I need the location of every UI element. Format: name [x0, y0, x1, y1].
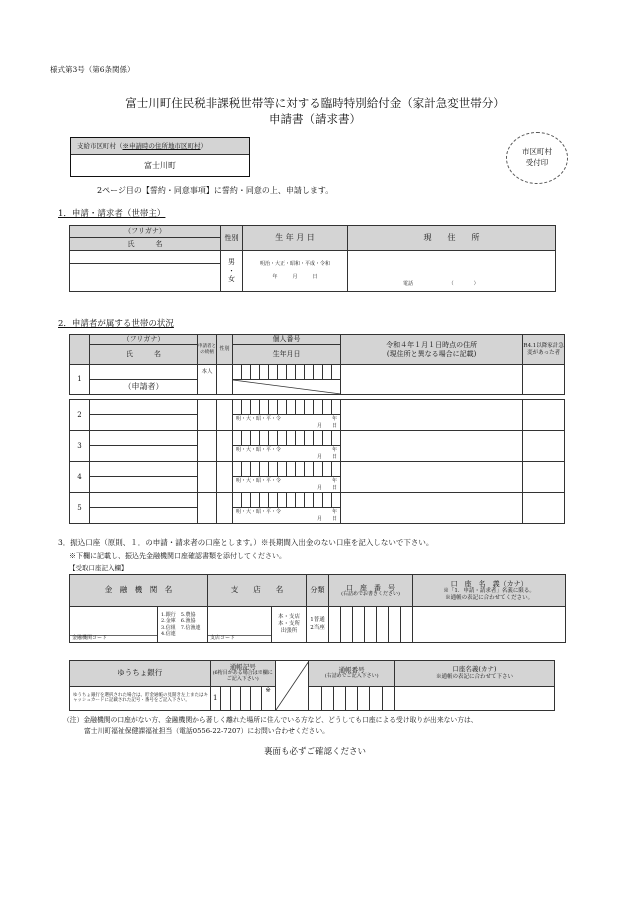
mynumber-digit[interactable]: [314, 365, 323, 380]
phone-paren: （ ）: [448, 281, 479, 288]
mynumber-digit[interactable]: [233, 431, 242, 446]
account-number-header: [329, 575, 413, 607]
yucho-number-header: [309, 661, 395, 687]
hh-sudden-input[interactable]: [523, 431, 565, 462]
dob-md: 月 日: [316, 484, 337, 491]
holder-note2: ※通帳の表記に合わせてください。: [445, 594, 534, 601]
hh-address-input[interactable]: [341, 493, 523, 524]
hh-name-input[interactable]: [90, 508, 198, 524]
mynumber-digit[interactable]: [251, 365, 260, 380]
yucho-symbol-first-digit: 1: [210, 686, 220, 711]
bank-table: [69, 574, 566, 643]
row-no: 1: [70, 365, 90, 395]
slash-mark: [233, 380, 341, 394]
mynumber-digit[interactable]: [287, 462, 296, 477]
mynumber-digit[interactable]: [278, 431, 287, 446]
row-no: 3: [70, 431, 90, 462]
hh-sex-input[interactable]: [217, 365, 233, 395]
branch-type-3: 出張所: [280, 627, 298, 634]
dob-md: 月 日: [316, 453, 337, 460]
mynumber-digit[interactable]: [314, 431, 323, 446]
hh-furigana-input[interactable]: [90, 493, 198, 508]
mynumber-digit[interactable]: [260, 462, 269, 477]
yucho-number-digit[interactable]: [333, 686, 345, 711]
yucho-slash-mark: [276, 661, 309, 710]
class-ordinary: 1普通: [310, 616, 325, 623]
phone-label: 電話: [403, 281, 414, 288]
yucho-symbol-digit[interactable]: [241, 686, 251, 711]
municipality-box: [70, 137, 250, 177]
hh-furigana-input[interactable]: [90, 365, 198, 380]
dob-md: 月 日: [316, 515, 337, 522]
mynumber-digit[interactable]: [287, 493, 296, 508]
hh-name-input[interactable]: [90, 446, 198, 462]
mynumber-digit[interactable]: [323, 400, 332, 415]
applicant-dob-field[interactable]: [243, 251, 348, 292]
yucho-number-digit[interactable]: [309, 686, 321, 711]
hh-relation-input[interactable]: [198, 431, 217, 462]
municipality-value: 富士川町: [144, 161, 176, 170]
household-table: [69, 334, 565, 395]
yucho-symbol-h: 通帳記号: [229, 662, 256, 671]
yucho-number-digit[interactable]: [382, 686, 394, 711]
form-title: 富士川町住民税非課税世帯等に対する臨時特別給付金（家計急変世帯分）: [125, 96, 505, 110]
applicant-sex-field[interactable]: [221, 251, 243, 292]
dob-year: 年: [331, 416, 337, 422]
mynumber-digit[interactable]: [251, 493, 260, 508]
bank-type-3: 3.信組 7.信漁連: [161, 624, 201, 631]
municipality-label: 支給市区町村（※申請時の住所地市区町村）: [71, 138, 249, 155]
hh-address-input[interactable]: [341, 431, 523, 462]
branch-name-input[interactable]: [208, 607, 272, 643]
branch-type-select[interactable]: [272, 607, 307, 643]
yucho-table: [69, 660, 555, 711]
bank-type-2: 2.金庫 6.漁協: [161, 618, 196, 625]
holder-header-text: 口 座 名 義（カナ）: [450, 580, 528, 589]
mynumber-digit[interactable]: [296, 400, 305, 415]
bank-type-1: 1.銀行 5.農協: [161, 612, 196, 618]
footer-note: 裏面も必ずご確認ください: [263, 747, 366, 757]
class-header: 分類: [307, 575, 329, 607]
mynumber-digit[interactable]: [233, 493, 242, 508]
yucho-symbol-digit[interactable]: [220, 686, 230, 711]
acct-header-text: 口 座 番 号: [346, 583, 396, 592]
mynumber-digit[interactable]: [332, 365, 341, 380]
mynumber-digit[interactable]: [314, 462, 323, 477]
branch-type-1: 本・支店: [278, 614, 301, 621]
hh-name-input[interactable]: [90, 477, 198, 493]
yucho-number-h: 通帳番号: [338, 665, 365, 674]
household-table-cont: [69, 399, 565, 524]
yucho-number-digit[interactable]: [370, 686, 382, 711]
mynumber-digit[interactable]: [269, 365, 278, 380]
name-header: 氏 名: [70, 238, 221, 251]
instruction-text: 2ページ目の【誓約・同意事項】に誓約・同意の上、申請します。: [97, 186, 334, 195]
mynumber-digit[interactable]: [278, 400, 287, 415]
hh-dob-input[interactable]: [233, 477, 341, 493]
mynumber-digit[interactable]: [260, 400, 269, 415]
hh-sudden-input[interactable]: [523, 493, 565, 524]
hh-address-input[interactable]: [341, 365, 523, 395]
hh-furigana-input[interactable]: [90, 462, 198, 477]
section1-title: 1．申請・請求者（世帯主）: [58, 209, 166, 219]
account-digit[interactable]: [389, 607, 401, 643]
mynumber-digit[interactable]: [287, 400, 296, 415]
holder-input[interactable]: [413, 607, 566, 643]
row-no-header: [70, 335, 90, 365]
row-no: 5: [70, 493, 90, 524]
bank-name-header: 金 融 機 関 名: [70, 575, 208, 607]
mynumber-digit[interactable]: [251, 462, 260, 477]
applicant-furigana-input[interactable]: [70, 251, 221, 264]
mynumber-digit[interactable]: [296, 431, 305, 446]
bank-type-select[interactable]: [158, 607, 208, 643]
yucho-number-digit[interactable]: [321, 686, 333, 711]
yucho-holder-sub: ※通帳の表記に合わせて下さい: [435, 673, 513, 680]
yucho-slash-cell: [275, 661, 309, 711]
yucho-note: ゆうちょ銀行を選択された場合は、貯金通帳の見開き左上またはキャッシュカードに記載された記号・番号をご記入下さい。: [70, 686, 211, 711]
hh-sudden-input[interactable]: [523, 462, 565, 493]
class-select[interactable]: [307, 607, 329, 643]
address-header: 現 住 所: [348, 226, 556, 251]
yucho-symbol-digit[interactable]: [230, 686, 240, 711]
mynumber-digit[interactable]: [323, 431, 332, 446]
yucho-number-sub: (右詰めでご記入下さい): [324, 673, 379, 680]
mynumber-digit[interactable]: [314, 493, 323, 508]
section3-note: ※下欄に記載し、振込先金融機関口座確認書類を添付してください。: [69, 552, 286, 560]
hh-name-input[interactable]: [90, 415, 198, 431]
account-digit[interactable]: [365, 607, 377, 643]
footnote-line2: 富士川町福祉保健課福祉担当（電話0556-22-7207）にお問い合わせください。: [84, 727, 329, 735]
hh-sudden-input[interactable]: [523, 400, 565, 431]
row-no: 2: [70, 400, 90, 431]
dob-year: 年: [331, 478, 337, 484]
hh-furigana-input[interactable]: [90, 400, 198, 415]
mynumber-digit[interactable]: [296, 365, 305, 380]
sex-dot: ・: [228, 266, 235, 275]
hh-furigana-header: （フリガナ）: [90, 335, 198, 345]
hh-dob-header: 生年月日: [233, 345, 341, 365]
dob-era: 明・大・昭・平・令: [236, 447, 282, 453]
mynumber-digit[interactable]: [269, 462, 278, 477]
sex-female: 女: [228, 275, 235, 284]
mynumber-digit[interactable]: [314, 400, 323, 415]
branch-code-label: 支店コード: [208, 635, 271, 642]
mynumber-digit[interactable]: [305, 431, 314, 446]
account-digit[interactable]: [401, 607, 413, 643]
mynumber-digit[interactable]: [242, 431, 251, 446]
class-checking: 2当座: [310, 624, 325, 631]
dob-era: 明・大・昭・平・令: [236, 509, 282, 515]
mynumber-digit[interactable]: [296, 462, 305, 477]
sex-header: 性別: [221, 226, 243, 251]
section2-title: 2．申請者が属する世帯の状況: [58, 319, 174, 329]
dob-ymd: 年 月 日: [272, 273, 318, 280]
mynumber-digit[interactable]: [332, 493, 341, 508]
mynumber-digit[interactable]: [287, 431, 296, 446]
dob-era: 明・大・昭・平・令: [236, 478, 282, 484]
applicant-table: [69, 225, 556, 292]
hh-address-input[interactable]: [341, 462, 523, 493]
hh-relation: 本人: [198, 365, 217, 395]
hh-sudden-input[interactable]: [523, 365, 565, 395]
yucho-holder-h: 口座名義(カナ): [452, 665, 497, 674]
mynumber-digit[interactable]: [251, 431, 260, 446]
mynumber-digit[interactable]: [242, 462, 251, 477]
yucho-header: ゆうちょ銀行: [70, 661, 211, 687]
mynumber-digit[interactable]: [332, 462, 341, 477]
account-digit[interactable]: [353, 607, 365, 643]
yucho-symbol-star[interactable]: ※: [261, 686, 275, 711]
mynumber-digit[interactable]: [260, 431, 269, 446]
mynumber-digit[interactable]: [278, 493, 287, 508]
yucho-symbol-sub: (6桁目がある場合は※欄にご記入下さい): [212, 670, 273, 682]
dob-year: 年: [331, 447, 337, 453]
jan1-address-h1: 令和４年１月１日時点の住所: [386, 341, 478, 350]
hh-sex-input[interactable]: [217, 493, 233, 524]
yucho-number-digit[interactable]: [358, 686, 370, 711]
mynumber-digit[interactable]: [323, 365, 332, 380]
hh-sex-input[interactable]: [217, 462, 233, 493]
branch-name-header: 支 店 名: [208, 575, 307, 607]
account-box-label: 【受取口座記入欄】: [69, 564, 128, 572]
reception-stamp-area: [506, 132, 568, 184]
dob-header: 生 年 月 日: [243, 226, 348, 251]
hh-sex-header: 性別: [217, 335, 233, 365]
mynumber-digit[interactable]: [323, 493, 332, 508]
mynumber-digit[interactable]: [242, 400, 251, 415]
branch-type-2: 本・支所: [278, 621, 301, 628]
account-digit[interactable]: [341, 607, 353, 643]
mynumber-digit[interactable]: [233, 365, 242, 380]
hh-dob-input[interactable]: [233, 415, 341, 431]
form-subtitle: 申請書（請求書）: [269, 112, 361, 126]
dob-era: 明治・大正・昭和・平成・令和: [259, 260, 330, 267]
applicant-address-field[interactable]: [348, 251, 556, 292]
jan1-address-h2: (現住所と異なる場合に記載): [386, 349, 477, 358]
yucho-holder-input[interactable]: [394, 686, 554, 711]
form-number: 様式第3号（第6条関係）: [50, 65, 135, 74]
holder-header: [413, 575, 566, 607]
hh-dob-input[interactable]: [233, 446, 341, 462]
hh-furigana-input[interactable]: [90, 431, 198, 446]
applicant-name-input[interactable]: [70, 264, 221, 292]
mynumber-digit[interactable]: [233, 400, 242, 415]
mynumber-digit[interactable]: [305, 493, 314, 508]
bank-type-4: 4.信連: [161, 630, 176, 637]
dob-era: 明・大・昭・平・令: [236, 416, 282, 422]
mynumber-digit[interactable]: [296, 493, 305, 508]
holder-note1: ※「1．申請・請求者」名義に限る。: [443, 588, 535, 595]
stamp-line1: 市区町村: [522, 147, 552, 156]
mynumber-digit[interactable]: [260, 493, 269, 508]
mynumber-digit[interactable]: [332, 400, 341, 415]
account-digit[interactable]: [377, 607, 389, 643]
hh-sex-input[interactable]: [217, 400, 233, 431]
dob-year: 年: [331, 509, 337, 515]
hh-name-header: 氏 名: [90, 345, 198, 365]
bank-name-input[interactable]: [70, 607, 158, 643]
mynumber-digit[interactable]: [233, 462, 242, 477]
sudden-change-header: R4.1以降家計急変があった者: [523, 335, 565, 365]
hh-relation-input[interactable]: [198, 400, 217, 431]
mynumber-digit[interactable]: [251, 400, 260, 415]
section3-title: 3．振込口座（原則、１．の申請・請求者の口座とします。）※長期間入出金のない口座を記入しないで下さい。: [58, 538, 434, 547]
jan1-address-header: [341, 335, 523, 365]
mynumber-digit[interactable]: [242, 365, 251, 380]
mynumber-header: 個人番号: [233, 335, 341, 345]
mynumber-digit[interactable]: [305, 365, 314, 380]
mynumber-digit[interactable]: [287, 365, 296, 380]
mynumber-digit[interactable]: [269, 400, 278, 415]
sex-male: 男: [228, 257, 235, 266]
bank-code-label: 金融機関コード: [70, 635, 157, 642]
relation-header: 申請者との続柄: [198, 335, 217, 365]
mynumber-digit[interactable]: [305, 400, 314, 415]
mynumber-digit[interactable]: [278, 462, 287, 477]
mynumber-digit[interactable]: [242, 493, 251, 508]
mynumber-digit[interactable]: [305, 462, 314, 477]
mynumber-digit[interactable]: [260, 365, 269, 380]
row-no: 4: [70, 462, 90, 493]
mynumber-digit[interactable]: [323, 462, 332, 477]
yucho-symbol-header: [210, 661, 275, 687]
mynumber-digit[interactable]: [269, 493, 278, 508]
mynumber-digit[interactable]: [278, 365, 287, 380]
hh-sex-input[interactable]: [217, 431, 233, 462]
hh-relation-input[interactable]: [198, 462, 217, 493]
hh-dob-input-slash: [233, 380, 341, 395]
hh-address-input[interactable]: [341, 400, 523, 431]
hh-relation-input[interactable]: [198, 493, 217, 524]
hh-dob-input[interactable]: [233, 508, 341, 524]
yucho-holder-header: [394, 661, 554, 687]
applicant-note: （申請者）: [90, 380, 198, 395]
yucho-symbol-digit[interactable]: [251, 686, 261, 711]
account-digit[interactable]: [329, 607, 341, 643]
stamp-line2: 受付印: [525, 158, 549, 167]
dob-md: 月 日: [316, 422, 337, 429]
mynumber-digit[interactable]: [269, 431, 278, 446]
acct-header-sub: (右詰めでお書きください): [341, 590, 400, 597]
yucho-number-digit[interactable]: [346, 686, 358, 711]
furigana-header: （フリガナ）: [70, 226, 221, 238]
footnote-line1: （注）金融機関の口座がない方、金融機関から著しく離れた場所に住んでいる方など、どうしても口座による受け取りが出来ない方は、: [63, 716, 478, 724]
mynumber-digit[interactable]: [332, 431, 341, 446]
